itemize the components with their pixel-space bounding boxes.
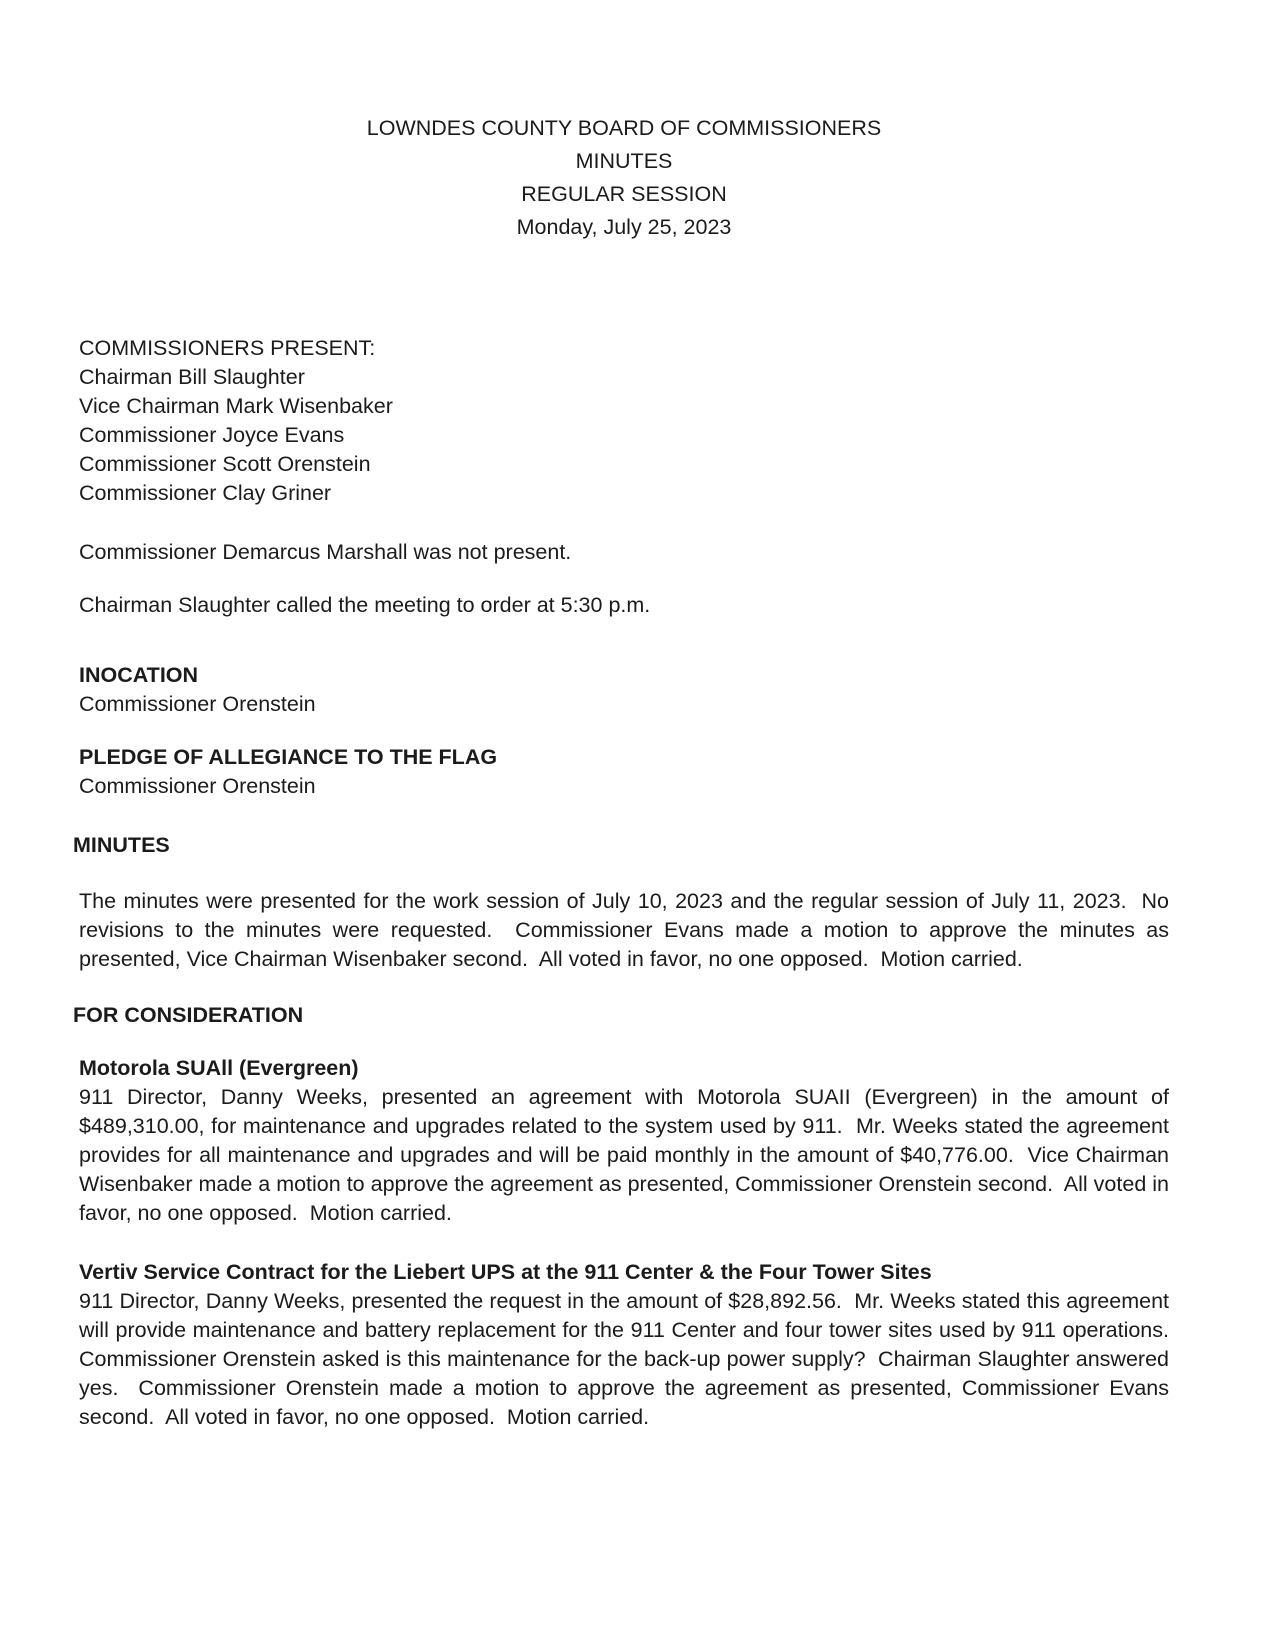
document-title-block: [79, 112, 1169, 244]
minutes-heading: MINUTES: [73, 833, 170, 857]
title-line-date: Monday, July 25, 2023: [516, 215, 732, 239]
pledge-section: [79, 743, 1169, 801]
commissioner-name: Commissioner Scott Orenstein: [79, 452, 371, 476]
minutes-section: [73, 831, 1175, 974]
absent-note: Commissioner Demarcus Marshall was not present.: [79, 540, 572, 564]
commissioner-name: Commissioner Joyce Evans: [79, 423, 345, 447]
title-line-minutes: MINUTES: [575, 149, 673, 173]
vertiv-item-paragraph: 911 Director, Danny Weeks, presented the request in the amount of $28,892.56. Mr. Weeks stated this agreement will provide maintenance and battery replacement for the 911 Center and four tower sites used by 911 operations. Commissioner Orenstein asked is this maintenance for the back-up power supply? Chairman Slaughter answered yes. Commissioner Orenstein made a motion to approve the agreement as presented, Commissioner Evans second. All voted in favor, no one opposed. Motion carried.: [79, 1289, 1175, 1429]
consideration-item-vertiv: [79, 1258, 1175, 1432]
invocation-heading: INOCATION: [79, 663, 199, 687]
pledge-heading: PLEDGE OF ALLEGIANCE TO THE FLAG: [79, 745, 498, 769]
motorola-item-paragraph: 911 Director, Danny Weeks, presented an agreement with Motorola SUAII (Evergreen) in the amount of $489,310.00, for maintenance and upgrades related to the system used by 911. Mr. Weeks stated the agreement provides for all maintenance and upgrades and will be paid monthly in the amount of $40,776.00. Vice Chairman Wisenbaker made a motion to approve the agreement as presented, Commissioner Orenstein second. All voted in favor, no one opposed. Motion carried.: [79, 1085, 1175, 1225]
for-consideration-section: [73, 1001, 1175, 1432]
commissioner-name: Chairman Bill Slaughter: [79, 365, 305, 389]
title-line-session: REGULAR SESSION: [521, 182, 727, 206]
vertiv-item-heading: Vertiv Service Contract for the Liebert UPS at the 911 Center & the Four Tower Sites: [79, 1260, 932, 1284]
invocation-section: [79, 661, 1169, 719]
motorola-item-heading: Motorola SUAll (Evergreen): [79, 1056, 359, 1080]
present-heading: COMMISSIONERS PRESENT:: [79, 336, 376, 360]
for-consideration-heading: FOR CONSIDERATION: [73, 1003, 304, 1027]
call-to-order-note: Chairman Slaughter called the meeting to order at 5:30 p.m.: [79, 593, 651, 617]
consideration-item-motorola: [79, 1054, 1175, 1228]
commissioner-name: Commissioner Clay Griner: [79, 481, 332, 505]
invocation-presenter: Commissioner Orenstein: [79, 692, 316, 716]
pledge-presenter: Commissioner Orenstein: [79, 774, 316, 798]
commissioner-name: Vice Chairman Mark Wisenbaker: [79, 394, 393, 418]
minutes-paragraph: The minutes were presented for the work session of July 10, 2023 and the regular session of July 11, 2023. No revisions to the minutes were requested. Commissioner Evans made a motion to approve the minutes as presented, Vice Chairman Wisenbaker second. All voted in favor, no one opposed. Motion carried.: [79, 889, 1175, 971]
attendance-section: [79, 334, 1169, 620]
title-line-org: LOWNDES COUNTY BOARD OF COMMISSIONERS: [366, 116, 882, 140]
